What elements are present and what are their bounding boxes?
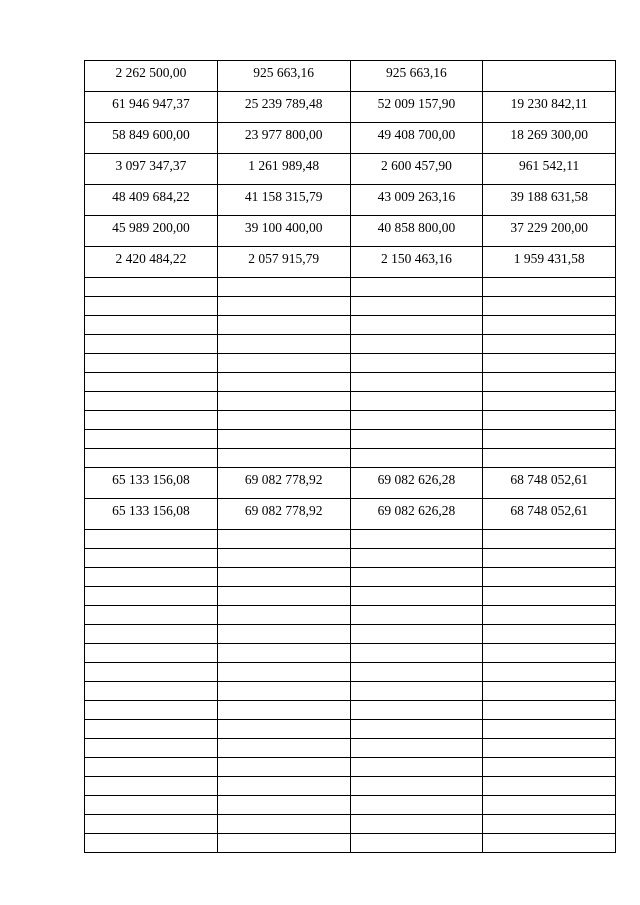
table-cell xyxy=(483,316,616,335)
table-cell xyxy=(350,216,483,247)
table-row xyxy=(85,92,616,123)
table-row xyxy=(85,297,616,316)
table-cell xyxy=(85,644,218,663)
cell-value: 43 009 263,16 xyxy=(377,189,456,204)
table-cell xyxy=(483,430,616,449)
table-cell xyxy=(217,834,350,853)
table-cell xyxy=(217,530,350,549)
cell-value: 69 082 626,28 xyxy=(377,472,456,487)
table-cell xyxy=(85,606,218,625)
table-cell xyxy=(483,468,616,499)
cell-value xyxy=(483,61,615,66)
table-cell xyxy=(483,247,616,278)
table-cell xyxy=(350,92,483,123)
table-cell xyxy=(85,373,218,392)
table-cell xyxy=(350,625,483,644)
table-row xyxy=(85,392,616,411)
table-cell xyxy=(217,549,350,568)
table-cell xyxy=(483,297,616,316)
table-row xyxy=(85,777,616,796)
cell-value: 58 849 600,00 xyxy=(112,127,190,142)
table-cell xyxy=(85,297,218,316)
table-cell xyxy=(350,758,483,777)
table-cell xyxy=(85,92,218,123)
table-row xyxy=(85,549,616,568)
table-row xyxy=(85,568,616,587)
table-cell xyxy=(217,216,350,247)
cell-value: 52 009 157,90 xyxy=(377,96,456,111)
cell-value: 19 230 842,11 xyxy=(510,96,588,111)
table-cell xyxy=(217,449,350,468)
table-cell xyxy=(217,247,350,278)
table-cell xyxy=(350,568,483,587)
table-cell xyxy=(217,720,350,739)
table-cell xyxy=(217,185,350,216)
table-cell xyxy=(85,411,218,430)
table-cell xyxy=(350,587,483,606)
table-cell xyxy=(483,373,616,392)
table-cell xyxy=(217,587,350,606)
table-cell xyxy=(350,449,483,468)
table-cell xyxy=(85,758,218,777)
table-cell xyxy=(350,61,483,92)
table-cell xyxy=(217,316,350,335)
table-cell xyxy=(217,701,350,720)
table-cell xyxy=(483,392,616,411)
cell-value: 961 542,11 xyxy=(519,158,580,173)
cell-value: 925 663,16 xyxy=(386,65,447,80)
table-row xyxy=(85,123,616,154)
table-cell xyxy=(85,468,218,499)
table-cell xyxy=(217,682,350,701)
table-cell xyxy=(483,92,616,123)
table-cell xyxy=(85,392,218,411)
table-cell xyxy=(217,644,350,663)
table-cell xyxy=(350,796,483,815)
table-cell xyxy=(350,247,483,278)
cell-value: 69 082 778,92 xyxy=(244,472,323,487)
table-cell xyxy=(350,411,483,430)
table-cell xyxy=(217,154,350,185)
cell-value: 3 097 347,37 xyxy=(115,158,187,173)
table-cell xyxy=(85,216,218,247)
table-cell xyxy=(217,739,350,758)
cell-value: 2 420 484,22 xyxy=(115,251,187,266)
table-row xyxy=(85,720,616,739)
table-row xyxy=(85,411,616,430)
table-row xyxy=(85,815,616,834)
table-cell xyxy=(483,682,616,701)
table-cell xyxy=(483,335,616,354)
table-row xyxy=(85,701,616,720)
table-cell xyxy=(217,392,350,411)
table-cell xyxy=(85,625,218,644)
table-cell xyxy=(217,430,350,449)
table-row xyxy=(85,449,616,468)
table-cell xyxy=(350,468,483,499)
table-cell xyxy=(483,644,616,663)
table-row xyxy=(85,247,616,278)
table-row xyxy=(85,354,616,373)
table-cell xyxy=(85,499,218,530)
table-cell xyxy=(85,61,218,92)
table-cell xyxy=(483,720,616,739)
cell-value: 37 229 200,00 xyxy=(510,220,588,235)
table-cell xyxy=(350,549,483,568)
cell-value: 68 748 052,61 xyxy=(510,503,588,518)
table-cell xyxy=(350,663,483,682)
table-cell xyxy=(217,758,350,777)
table-cell xyxy=(483,758,616,777)
table-row xyxy=(85,154,616,185)
table-cell xyxy=(350,373,483,392)
table-cell xyxy=(217,92,350,123)
table-cell xyxy=(85,587,218,606)
cell-value: 61 946 947,37 xyxy=(112,96,190,111)
table-cell xyxy=(85,701,218,720)
table-cell xyxy=(217,123,350,154)
table-cell xyxy=(350,499,483,530)
table-cell xyxy=(350,392,483,411)
table-cell xyxy=(217,468,350,499)
cell-value: 65 133 156,08 xyxy=(112,472,190,487)
table-cell xyxy=(350,815,483,834)
cell-value: 65 133 156,08 xyxy=(112,503,190,518)
table-row xyxy=(85,185,616,216)
table-cell xyxy=(85,530,218,549)
table-cell xyxy=(483,777,616,796)
table-cell xyxy=(85,247,218,278)
table-cell xyxy=(217,373,350,392)
table-cell xyxy=(85,777,218,796)
table-cell xyxy=(85,739,218,758)
table-cell xyxy=(85,549,218,568)
cell-value: 1 261 989,48 xyxy=(248,158,320,173)
table-cell xyxy=(350,834,483,853)
table-cell xyxy=(217,663,350,682)
table-cell xyxy=(483,185,616,216)
table-cell xyxy=(483,411,616,430)
table-cell xyxy=(483,701,616,720)
table-row xyxy=(85,373,616,392)
table-cell xyxy=(350,123,483,154)
table-cell xyxy=(350,530,483,549)
table-cell xyxy=(85,123,218,154)
table-cell xyxy=(217,61,350,92)
table-cell xyxy=(217,278,350,297)
table-cell xyxy=(483,796,616,815)
table-cell xyxy=(217,796,350,815)
table-cell xyxy=(217,297,350,316)
table-cell xyxy=(350,154,483,185)
table-cell xyxy=(483,834,616,853)
table-cell xyxy=(350,606,483,625)
table-row xyxy=(85,530,616,549)
cell-value: 45 989 200,00 xyxy=(112,220,190,235)
financial-values-table xyxy=(84,60,616,853)
table-cell xyxy=(483,549,616,568)
table-cell xyxy=(85,430,218,449)
table-row xyxy=(85,316,616,335)
table-cell xyxy=(85,154,218,185)
table-cell xyxy=(483,530,616,549)
table-row xyxy=(85,644,616,663)
table-cell xyxy=(350,644,483,663)
table-cell xyxy=(85,568,218,587)
table-cell xyxy=(217,411,350,430)
cell-value: 2 600 457,90 xyxy=(380,158,452,173)
table-cell xyxy=(217,606,350,625)
table-row xyxy=(85,625,616,644)
table-row xyxy=(85,468,616,499)
cell-value: 23 977 800,00 xyxy=(244,127,323,142)
table-cell xyxy=(85,663,218,682)
table-cell xyxy=(350,701,483,720)
table-cell xyxy=(350,720,483,739)
table-row xyxy=(85,278,616,297)
table-row xyxy=(85,61,616,92)
table-cell xyxy=(217,815,350,834)
table-cell xyxy=(350,777,483,796)
table-row xyxy=(85,606,616,625)
table-cell xyxy=(350,354,483,373)
table-cell xyxy=(217,568,350,587)
cell-value: 18 269 300,00 xyxy=(510,127,588,142)
cell-value: 39 188 631,58 xyxy=(510,189,588,204)
table-cell xyxy=(85,278,218,297)
table-cell xyxy=(483,278,616,297)
table-row xyxy=(85,739,616,758)
table-cell xyxy=(483,354,616,373)
table-cell xyxy=(483,663,616,682)
table-cell xyxy=(217,335,350,354)
cell-value: 2 150 463,16 xyxy=(380,251,452,266)
table-cell xyxy=(483,123,616,154)
table-cell xyxy=(350,739,483,758)
table-row xyxy=(85,663,616,682)
table-cell xyxy=(85,335,218,354)
table-cell xyxy=(85,682,218,701)
table-cell xyxy=(85,815,218,834)
cell-value: 2 262 500,00 xyxy=(115,65,187,80)
table-row xyxy=(85,430,616,449)
cell-value: 925 663,16 xyxy=(253,65,314,80)
table-cell xyxy=(483,154,616,185)
table-cell xyxy=(85,185,218,216)
table-row xyxy=(85,682,616,701)
table-cell xyxy=(483,739,616,758)
table-cell xyxy=(350,335,483,354)
cell-value: 69 082 778,92 xyxy=(244,503,323,518)
table-cell xyxy=(350,185,483,216)
table-cell xyxy=(85,796,218,815)
cell-value: 40 858 800,00 xyxy=(377,220,456,235)
cell-value: 41 158 315,79 xyxy=(244,189,323,204)
table-cell xyxy=(483,568,616,587)
table-cell xyxy=(217,625,350,644)
table-cell xyxy=(350,430,483,449)
table-cell xyxy=(350,316,483,335)
table-cell xyxy=(483,449,616,468)
table-row xyxy=(85,499,616,530)
table-cell xyxy=(483,606,616,625)
table-row xyxy=(85,587,616,606)
table-cell xyxy=(85,316,218,335)
cell-value: 1 959 431,58 xyxy=(513,251,585,266)
cell-value: 68 748 052,61 xyxy=(510,472,588,487)
table-row xyxy=(85,796,616,815)
cell-value: 39 100 400,00 xyxy=(244,220,323,235)
table-cell xyxy=(217,777,350,796)
table-row xyxy=(85,834,616,853)
table-body xyxy=(85,61,616,853)
table-cell xyxy=(85,834,218,853)
table-cell xyxy=(85,449,218,468)
table-cell xyxy=(85,354,218,373)
table-row xyxy=(85,335,616,354)
cell-value: 2 057 915,79 xyxy=(248,251,320,266)
table-cell xyxy=(350,297,483,316)
cell-value: 48 409 684,22 xyxy=(112,189,190,204)
table-cell xyxy=(483,216,616,247)
table-cell xyxy=(350,278,483,297)
table-cell xyxy=(217,354,350,373)
table-cell xyxy=(350,682,483,701)
table-cell xyxy=(483,61,616,92)
table-row xyxy=(85,216,616,247)
table-cell xyxy=(85,720,218,739)
table-cell xyxy=(483,587,616,606)
cell-value: 69 082 626,28 xyxy=(377,503,456,518)
cell-value: 25 239 789,48 xyxy=(244,96,323,111)
table-cell xyxy=(483,625,616,644)
cell-value: 49 408 700,00 xyxy=(377,127,456,142)
table-row xyxy=(85,758,616,777)
table-cell xyxy=(483,499,616,530)
table-cell xyxy=(217,499,350,530)
table-cell xyxy=(483,815,616,834)
